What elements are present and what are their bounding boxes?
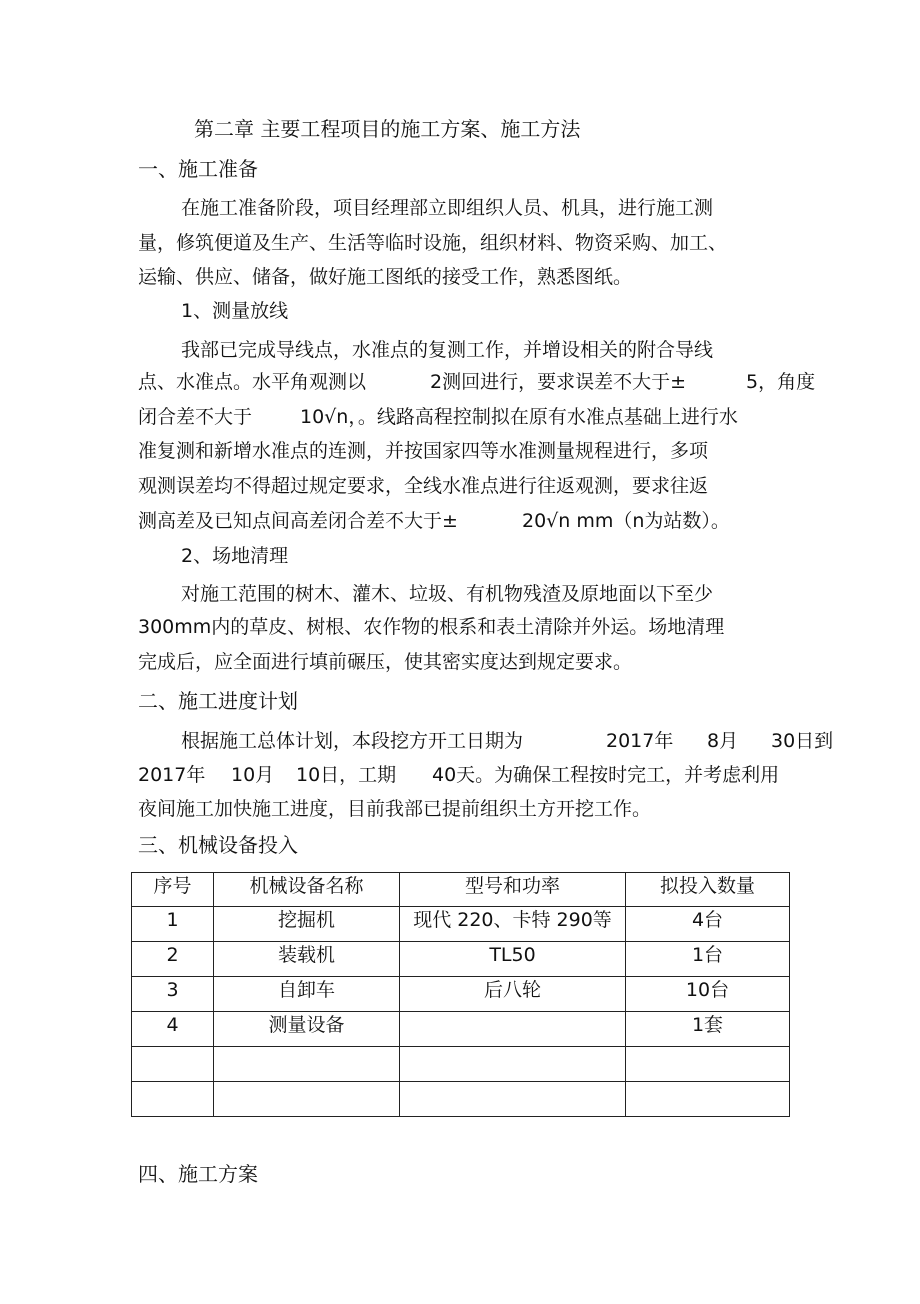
table-row [132,907,790,942]
paragraph-line: 观测误差均不得超过规定要求，全线水准点进行往返观测，要求往返 [138,475,709,497]
table-cell: 1 [132,907,214,942]
paragraph-line: 8月 [707,730,739,752]
section-1-heading: 一、施工准备 [138,157,258,181]
paragraph-line: 2017年 [138,764,206,786]
paragraph-line: 10√n，。线路高程控制拟在原有水准点基础上进行水 [300,406,738,428]
table-cell [626,1047,790,1082]
paragraph-line: 20√n mm（n为站数）。 [522,510,730,532]
table-header-row [132,873,790,907]
paragraph-line: 闭合差不大于 [138,406,253,428]
paragraph-line: 准复测和新增水准点的连测，并按国家四等水准测量规程进行，多项 [138,440,709,462]
table-cell: 4 [132,1012,214,1047]
subsection-2-heading: 2、场地清理 [181,545,289,567]
subsection-1-heading: 1、测量放线 [181,300,289,322]
paragraph-line: 2017年 [606,730,674,752]
table-cell: TL50 [400,942,626,977]
section-2-heading: 二、施工进度计划 [138,689,298,713]
equipment-table [131,872,790,1117]
table-row [132,1082,790,1117]
paragraph-line: 2测回进行，要求误差不大于± [430,371,687,393]
paragraph-line: 我部已完成导线点，水准点的复测工作，并增设相关的附合导线 [181,339,714,361]
paragraph-line: 10月 [231,764,275,786]
table-row [132,1047,790,1082]
table-cell: 1台 [626,942,790,977]
table-cell: 3 [132,977,214,1012]
table-cell: 1套 [626,1012,790,1047]
paragraph-line: 5，角度 [746,371,816,393]
paragraph-line: 10日，工期 [296,764,397,786]
table-cell: 后八轮 [400,977,626,1012]
table-cell: 10台 [626,977,790,1012]
paragraph-line: 300mm内的草皮、树根、农作物的根系和表土清除并外运。场地清理 [138,616,725,638]
table-cell [132,1082,214,1117]
table-cell [214,1047,400,1082]
paragraph-line: 40天。为确保工程按时完工，并考虑利用 [432,764,780,786]
table-cell: 装载机 [214,942,400,977]
paragraph-line: 30日到 [771,730,834,752]
section-4-heading: 四、施工方案 [138,1162,258,1186]
paragraph-line: 在施工准备阶段，项目经理部立即组织人员、机具，进行施工测 [181,197,714,219]
table-cell [214,1082,400,1117]
table-cell [132,1047,214,1082]
table-row [132,942,790,977]
table-cell [626,1082,790,1117]
table-cell: 4台 [626,907,790,942]
column-header: 型号和功率 [400,873,626,907]
column-header: 序号 [132,873,214,907]
column-header: 拟投入数量 [626,873,790,907]
chapter-title: 第二章 主要工程项目的施工方案、施工方法 [194,117,581,141]
paragraph-line: 点、水准点。水平角观测以 [138,371,367,393]
paragraph-line: 夜间施工加快施工进度，目前我部已提前组织土方开挖工作。 [138,798,652,820]
table-cell: 挖掘机 [214,907,400,942]
section-3-heading: 三、机械设备投入 [138,833,298,857]
paragraph-line: 量，修筑便道及生产、生活等临时设施，组织材料、物资采购、加工、 [138,232,728,254]
paragraph-line: 对施工范围的树木、灌木、垃圾、有机物残渣及原地面以下至少 [181,583,714,605]
table-cell [400,1012,626,1047]
table-cell: 测量设备 [214,1012,400,1047]
table-row [132,1012,790,1047]
table-cell: 自卸车 [214,977,400,1012]
paragraph-line: 运输、供应、储备，做好施工图纸的接受工作，熟悉图纸。 [138,266,633,288]
column-header: 机械设备名称 [214,873,400,907]
table-cell: 现代 220、卡特 290等 [400,907,626,942]
paragraph-line: 根据施工总体计划，本段挖方开工日期为 [181,730,524,752]
table-cell: 2 [132,942,214,977]
table-row [132,977,790,1012]
table-cell [400,1047,626,1082]
table-cell [400,1082,626,1117]
paragraph-line: 完成后，应全面进行填前碾压，使其密实度达到规定要求。 [138,651,633,673]
paragraph-line: 测高差及已知点间高差闭合差不大于± [138,510,458,532]
